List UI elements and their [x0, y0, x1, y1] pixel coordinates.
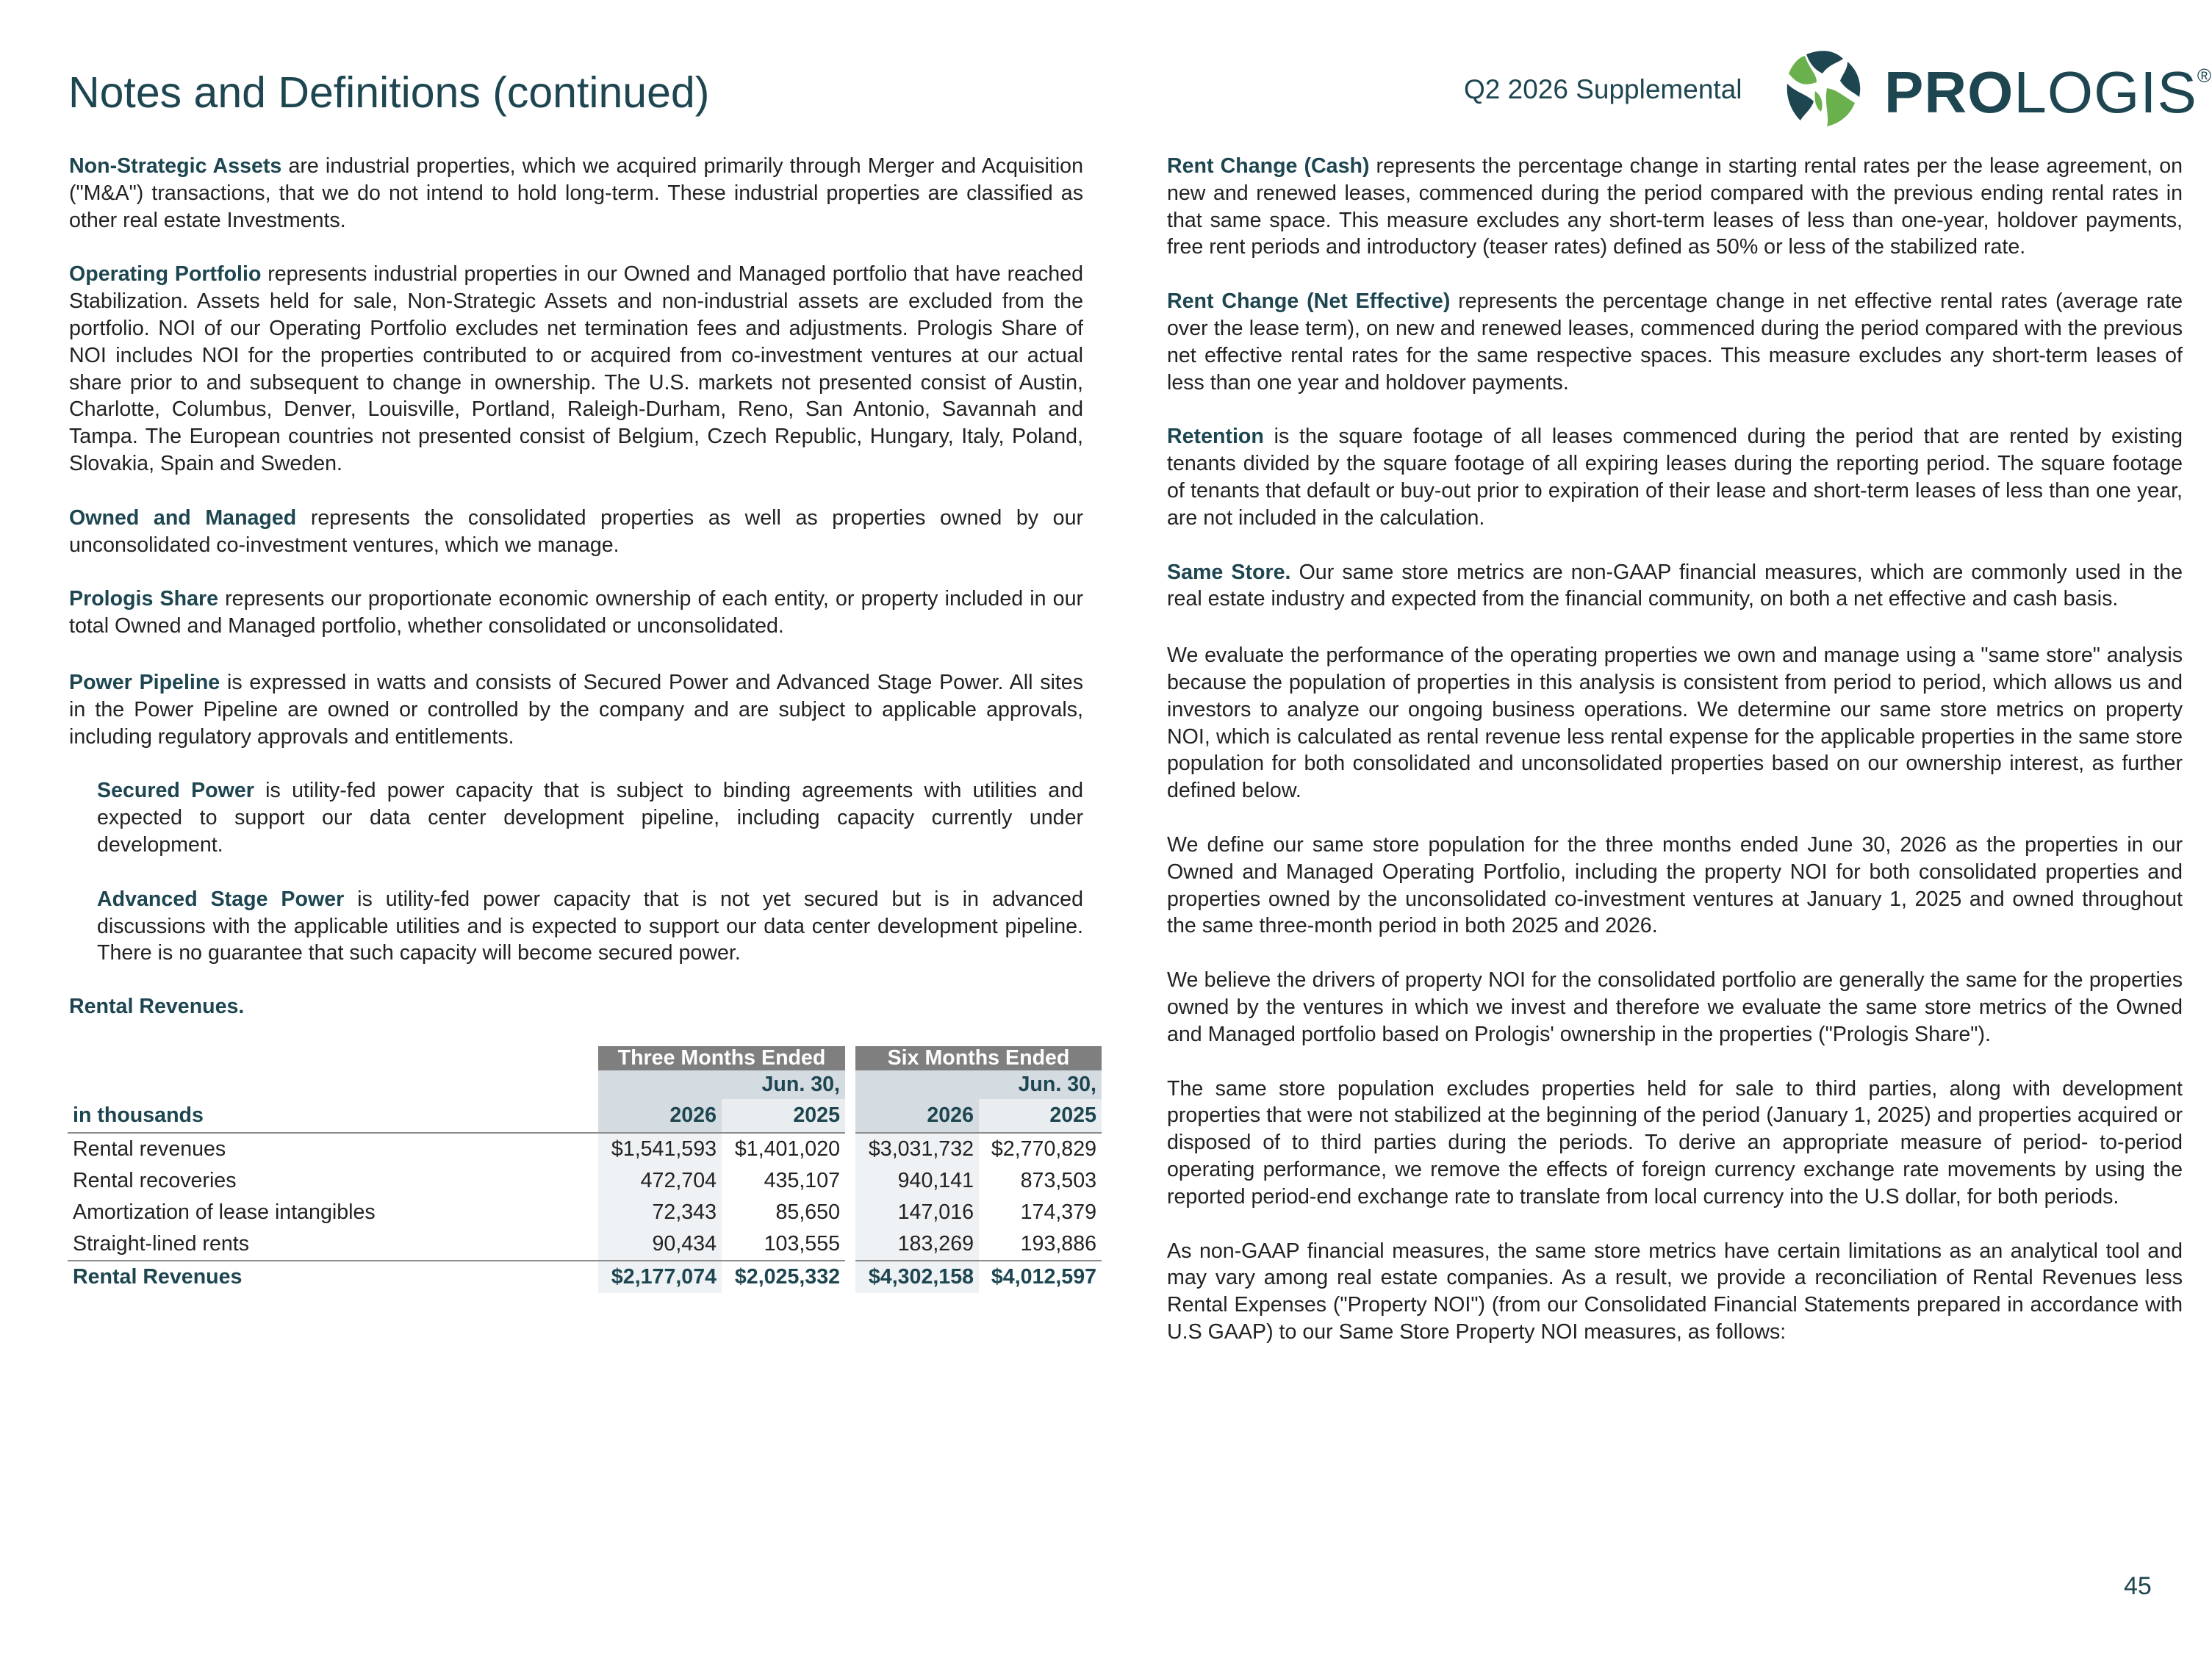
- logo-bold-text: PRO: [1884, 60, 2014, 125]
- definition: Our same store metrics are non-GAAP financial measures, which are commonly used in the real estate industry and expected from the financial community, on both a net effective and cash basis.: [1167, 560, 2183, 611]
- cell-value: 435,107: [764, 1169, 840, 1192]
- term: Same Store.: [1167, 560, 1291, 584]
- table-year-header: [68, 1099, 1102, 1133]
- definition: represents the percentage change in net effective rental rates (average rate over the lease term), on new and renewed leases, commenced during the period compared with the previous net effective rental rates for the same respective spaces. This measure excludes any short-term leases of less than one year and holdover payments.: [1167, 289, 2183, 395]
- def-power-pipeline: [69, 669, 1083, 750]
- term: Owned and Managed: [69, 505, 297, 530]
- term: Operating Portfolio: [69, 262, 262, 287]
- supplemental-label: Q2 2026 Supplemental: [1464, 74, 1742, 104]
- right-column: [1167, 153, 2183, 1346]
- unit-label: in thousands: [68, 1099, 598, 1133]
- row-label: Rental revenues: [73, 1137, 226, 1161]
- rental-revenues-heading: Rental Revenues.: [69, 995, 245, 1019]
- cell-value: 940,141: [855, 1165, 979, 1197]
- row-label: Rental Revenues: [68, 1261, 598, 1293]
- cell-value: 103,555: [764, 1232, 840, 1256]
- term: Secured Power: [97, 779, 254, 803]
- row-label: Straight-lined rents: [73, 1232, 249, 1256]
- group-six-months: Six Months Ended: [855, 1046, 1102, 1070]
- year-header: 2026: [855, 1099, 979, 1133]
- group-three-months: Three Months Ended: [598, 1046, 845, 1070]
- definition: is the square footage of all leases commenced during the period that are rented by existing tenants divided by the square footage of all expiring leases during the reporting period. The square footage of tenants that default or buy-out prior to expiration of their lease and short-term leases of less than one year, are not included in the calculation.: [1167, 425, 2183, 530]
- definition: is utility-fed power capacity that is subject to binding agreements with utilities and expected to support our data center development pipeline, including capacity currently under development.: [97, 779, 1084, 857]
- same-store-paragraph: We evaluate the performance of the operating properties we own and manage using a "same store" analysis because the population of properties in this analysis is consistent from period to period, which allows us and investors to analyze our ongoing business operations. We determine our same store metrics on property NOI, which is calculated as rental revenue less rental expense for the applicable properties in the same store population for both consolidated and unconsolidated properties based on our ownership interest, as further defined below.: [1167, 644, 2183, 803]
- table-row: [68, 1165, 1102, 1197]
- registered-mark: ®: [2197, 65, 2212, 87]
- year-header: 2025: [722, 1099, 845, 1133]
- definition: is utility-fed power capacity that is not yet secured but is in advanced discussions with the applicable utilities and is expected to support our data center development pipeline. There is no guarantee that such capacity will become secured power.: [97, 887, 1083, 965]
- left-column: [69, 153, 1083, 1020]
- date-three-months: Jun. 30,: [598, 1070, 845, 1099]
- term: Power Pipeline: [69, 670, 220, 694]
- rental-revenues-table: [68, 1046, 1102, 1293]
- definition: is expressed in watts and consists of Secured Power and Advanced Stage Power. All sites in the Power Pipeline are owned or controlled by the company and are subject to applicable approvals, including regulatory approvals and entitlements.: [69, 670, 1083, 749]
- definition: represents our proportionate economic ownership of each entity, or property included in our total Owned and Managed portfolio, whether consolidated or unconsolidated.: [69, 587, 1083, 638]
- def-rent-change-cash: [1167, 153, 2183, 261]
- cell-value: $2,177,074: [598, 1261, 722, 1293]
- def-advanced-stage-power: [69, 886, 1083, 967]
- table-row: [68, 1133, 1102, 1165]
- cell-value: 72,343: [598, 1197, 722, 1228]
- cell-value: $4,302,158: [855, 1261, 979, 1293]
- cell-value: $2,770,829: [991, 1137, 1096, 1161]
- term: Advanced Stage Power: [97, 887, 345, 911]
- logo-wordmark: [1884, 59, 2212, 126]
- same-store-paragraph: The same store population excludes properties held for sale to third parties, along with development properties that were not stabilized at the beginning of the period (January 1, 2025) and properties acquired or disposed of to third parties during the periods. To derive an appropriate measure of period- to-period operating performance, we remove the effects of foreign currency exchange rate movements by using the reported period-end exchange rate to translate from local currency into the U.S dollar, for both periods.: [1167, 1076, 2183, 1209]
- year-header: 2026: [598, 1099, 722, 1133]
- def-rent-change-net-effective: [1167, 288, 2183, 396]
- term: Prologis Share: [69, 587, 219, 611]
- cell-value: 174,379: [1020, 1200, 1096, 1224]
- cell-value: $4,012,597: [979, 1261, 1102, 1293]
- def-secured-power: [69, 777, 1083, 858]
- logo-regular-text: LOGIS: [2014, 60, 2197, 125]
- def-retention: [1167, 423, 2183, 531]
- cell-value: $3,031,732: [855, 1133, 979, 1165]
- same-store-paragraph: We define our same store population for the three months ended June 30, 2026 as the properties in our Owned and Managed Operating Portfolio, including the property NOI for both consolidated properties and properties owned by the unconsolidated co-investment ventures at January 1, 2025 and owned throughout the same three-month period in both 2025 and 2026.: [1167, 832, 2183, 938]
- def-prologis-share: [69, 586, 1083, 640]
- def-operating-portfolio: [69, 261, 1083, 477]
- page-title: Notes and Definitions (continued): [68, 68, 710, 117]
- table-row: [68, 1197, 1102, 1228]
- definition: represents the consolidated properties as well as properties owned by our unconsolidated co-investment ventures, which we manage.: [69, 505, 1083, 557]
- cell-value: 183,269: [855, 1228, 979, 1261]
- def-owned-and-managed: [69, 505, 1083, 559]
- cell-value: 193,886: [1020, 1232, 1096, 1256]
- cell-value: 85,650: [775, 1200, 840, 1224]
- term: Retention: [1167, 425, 1264, 449]
- cell-value: 90,434: [598, 1228, 722, 1261]
- term: Non-Strategic Assets: [69, 154, 282, 178]
- prologis-logo: [1784, 48, 2212, 129]
- definition: represents industrial properties in our Owned and Managed portfolio that have reached Stabilization. Assets held for sale, Non-Strategic Assets and non-industrial assets are excluded from the portfolio. NOI of our Operating Portfolio excludes net termination fees and adjustments. Prologis Share of NOI includes NOI for the properties contributed to or acquired from co-investment ventures at our actual share prior to and subsequent to change in ownership. The U.S. markets not presented consist of Austin, Charlotte, Columbus, Denver, Louisville, Portland, Raleigh-Durham, Reno, San Antonio, Savannah and Tampa. The European countries not presented consist of Belgium, Czech Republic, Hungary, Italy, Poland, Slovakia, Spain and Sweden.: [69, 262, 1083, 475]
- def-same-store: [1167, 559, 2183, 613]
- cell-value: 147,016: [855, 1197, 979, 1228]
- cell-value: $1,541,593: [598, 1133, 722, 1165]
- cell-value: $2,025,332: [722, 1261, 845, 1293]
- def-non-strategic-assets: [69, 153, 1083, 234]
- same-store-paragraph: We believe the drivers of property NOI for the consolidated portfolio are generally the same for the properties owned by the ventures in which we invest and therefore we evaluate the same store metrics of the Owned and Managed portfolio based on Prologis' ownership in the properties ("Prologis Share").: [1167, 968, 2183, 1046]
- page-number: 45: [2124, 1572, 2152, 1600]
- date-six-months: Jun. 30,: [855, 1070, 1102, 1099]
- table-date-header: [68, 1070, 1102, 1099]
- globe-icon: [1784, 48, 1865, 129]
- same-store-paragraph: As non-GAAP financial measures, the same store metrics have certain limitations as an analytical tool and may vary among real estate companies. As a result, we provide a reconciliation of Rental Revenues less Rental Expenses ("Property NOI") (from our Consolidated Financial Statements prepared in accordance with U.S GAAP) to our Same Store Property NOI measures, as follows:: [1167, 1239, 2183, 1344]
- table-group-header: [68, 1046, 1102, 1070]
- row-label: Amortization of lease intangibles: [73, 1200, 376, 1224]
- term: Rent Change (Net Effective): [1167, 289, 1451, 314]
- cell-value: $1,401,020: [734, 1137, 840, 1161]
- table-row: [68, 1228, 1102, 1261]
- cell-value: 873,503: [1020, 1169, 1096, 1192]
- year-header: 2025: [979, 1099, 1102, 1133]
- definition: represents the percentage change in starting rental rates per the lease agreement, on new and renewed leases, commenced during the period compared with the previous ending rental rates in that same space. This measure excludes any short-term leases of less than one-year, holdover payments, free rent periods and introductory (teaser rates) defined as 50% or less of the stabilized rate.: [1167, 154, 2183, 259]
- row-label: Rental recoveries: [73, 1169, 237, 1192]
- definition: are industrial properties, which we acquired primarily through Merger and Acquisition ("M&A") transactions, that we do not intend to hold long-term. These industrial properties are classified as other real estate Investments.: [69, 154, 1083, 232]
- table-total-row: [68, 1261, 1102, 1293]
- term: Rent Change (Cash): [1167, 154, 1370, 178]
- cell-value: 472,704: [598, 1165, 722, 1197]
